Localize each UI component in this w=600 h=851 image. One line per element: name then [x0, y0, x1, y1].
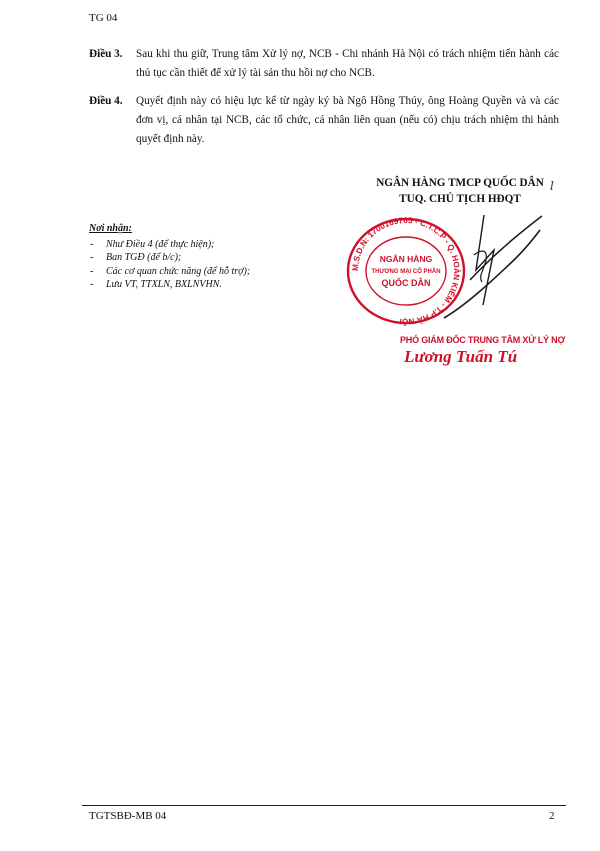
handwritten-signature	[436, 210, 546, 325]
seal-line1: NGÂN HÀNG	[379, 254, 433, 264]
article-3	[89, 45, 559, 83]
deputy-title: PHÓ GIÁM ĐỐC TRUNG TÂM XỬ LÝ NỢ	[400, 335, 565, 345]
deputy-name-stamp: Lương Tuấn Tú	[404, 347, 518, 366]
footer-doc-code: TGTSBĐ-MB 04	[89, 810, 167, 822]
seal-outer-text: M.S.D.N: 1700169765 - C.T.C.P - Q. HOÀN KIẾM - T.P HÀ NỘI	[350, 216, 462, 326]
article-text: Sau khi thu giữ, Trung tâm Xử lý nợ, NCB - Chi nhánh Hà Nội có trách nhiệm tiến hành các thủ tục cần thiết để xử lý tài sản thu hồi nợ cho NCB.	[136, 48, 559, 79]
signatory-block	[355, 175, 565, 207]
seal-line2: THƯƠNG MẠI CỔ PHẦN	[371, 269, 441, 275]
article-label: Điều 4.	[89, 95, 123, 107]
recipients-list	[89, 238, 250, 292]
recipient-item: - Ban TGĐ (để b/c);	[89, 251, 250, 265]
recipient-item: - Như Điều 4 (để thực hiện);	[89, 238, 250, 252]
footer-divider	[82, 805, 566, 806]
article-label: Điều 3.	[89, 48, 123, 60]
article-4	[89, 92, 559, 149]
recipient-item: - Các cơ quan chức năng (để hỗ trợ);	[89, 265, 250, 279]
signatory-position: TUQ. CHỦ TỊCH HĐQT	[399, 193, 521, 205]
page-number: 2	[549, 810, 555, 822]
seal-line3: QUỐC DÂN	[381, 278, 431, 288]
bank-name: NGÂN HÀNG TMCP QUỐC DÂN	[376, 177, 544, 189]
initial-mark: ⅼ	[550, 179, 554, 193]
header-code: TG 04	[89, 12, 118, 24]
recipients-block	[89, 222, 250, 292]
recipient-item: - Lưu VT, TTXLN, BXLNVHN.	[89, 278, 250, 292]
article-text: Quyết định này có hiệu lực kể từ ngày ký bà Ngô Hồng Thúy, ông Hoàng Quyền và và các đơn vị, cá nhân tại NCB, các tổ chức, cá nhân liên quan (nếu có) chịu trách nhiệm thi hành quyết định này.	[136, 95, 559, 145]
recipients-title: Nơi nhận:	[89, 223, 132, 234]
